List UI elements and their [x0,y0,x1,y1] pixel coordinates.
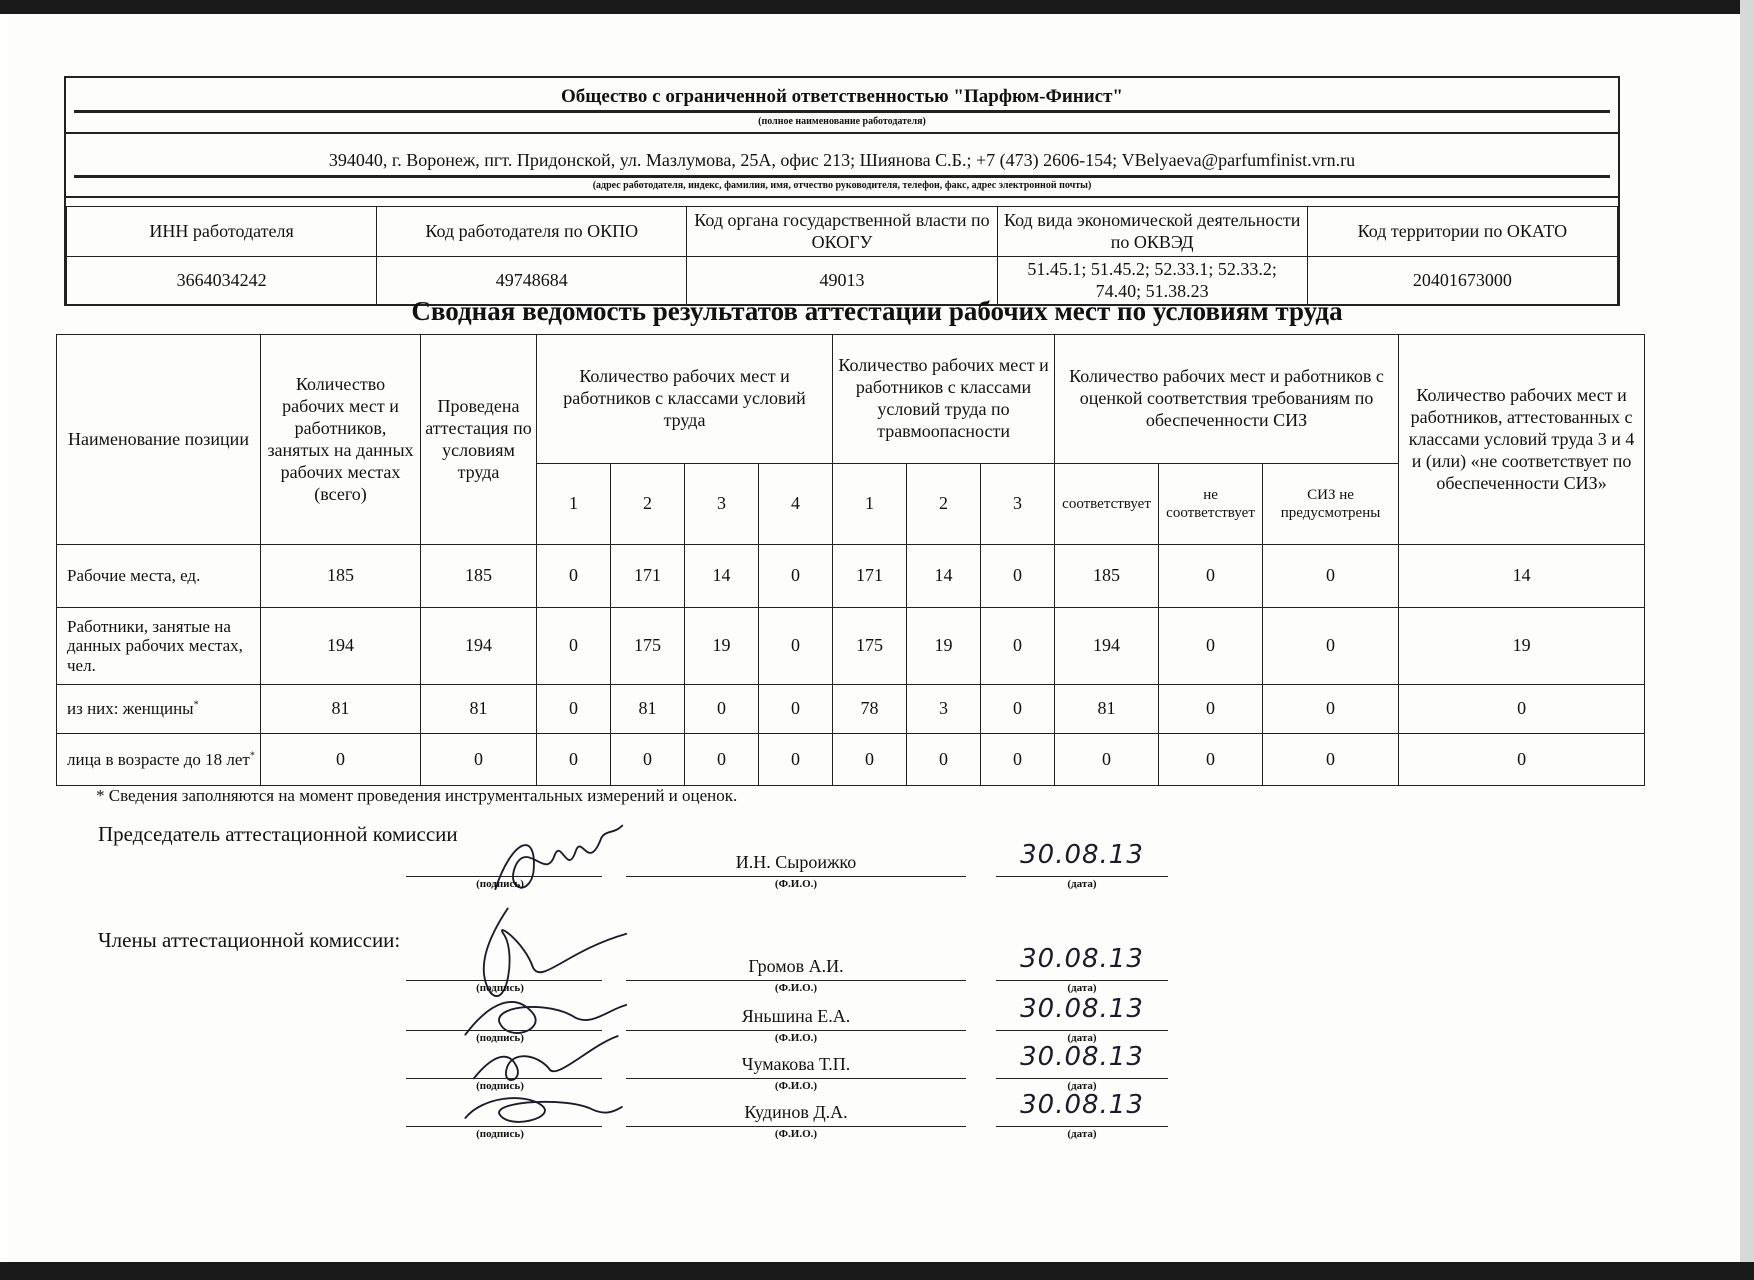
divider [74,175,1610,178]
table-row [57,685,1645,734]
table-cell: 19 [907,607,981,684]
table-cell: 194 [261,607,421,684]
scan-edge-bottom [0,1262,1754,1280]
table-cell: 0 [1399,685,1645,734]
row-label [57,545,261,607]
header-siz-noncompliant: не соответствует [1159,463,1263,545]
summary-table [56,334,1645,786]
table-cell: 0 [1159,545,1263,607]
header-class-3: 3 [685,463,759,545]
code-label-okved: Код вида экономической деятельности по ОКВЭД [997,207,1307,257]
table-cell: 0 [611,734,685,786]
fio-caption: (Ф.И.О.) [774,1080,818,1092]
table-cell: 3 [907,685,981,734]
date-caption: (дата) [1067,1032,1097,1044]
table-cell: 14 [685,545,759,607]
row-label [57,685,261,734]
row-label [57,734,261,786]
date-caption: (дата) [1067,1128,1097,1140]
table-cell: 0 [981,607,1055,684]
table-cell: 0 [981,685,1055,734]
date-line [996,876,1168,877]
member-name: Чумакова Т.П. [741,1054,851,1074]
employer-block [64,76,1620,306]
table-cell: 81 [1055,685,1159,734]
fio-line [626,1030,966,1031]
signature-caption: (подпись) [476,878,524,890]
signing-date: 30.08.13 [1020,1042,1144,1072]
table-cell: 0 [981,545,1055,607]
header-siz-not-provided: СИЗ не предусмотрены [1263,463,1399,545]
table-cell: 175 [833,607,907,684]
table-cell: 0 [537,685,611,734]
signature-caption: (подпись) [476,1080,524,1092]
table-cell: 0 [1263,545,1399,607]
table-cell: 194 [421,607,537,684]
fio-caption: (Ф.И.О.) [774,1032,818,1044]
employer-address: 394040, г. Воронеж, пгт. Придонской, ул. Мазлумова, 25А, офис 213; Шиянова С.Б.; +7 (473) 2606-154; VBelyaeva@parfumfinist.vrn.ru [328,150,1356,170]
table-cell: 0 [685,685,759,734]
table-cell: 0 [759,607,833,684]
table-cell: 0 [907,734,981,786]
date-caption: (дата) [1067,878,1097,890]
table-cell: 0 [1159,734,1263,786]
code-value-okved: 51.45.1; 51.45.2; 52.33.1; 52.33.2; 74.40; 51.38.23 [997,257,1307,305]
header-class-1: 1 [537,463,611,545]
signing-date: 30.08.13 [1020,994,1144,1024]
table-cell: 81 [261,685,421,734]
divider [74,110,1610,113]
table-cell: 0 [833,734,907,786]
fio-line [626,1078,966,1079]
table-body [57,545,1645,786]
code-value-okato: 20401673000 [1307,257,1617,305]
code-label-inn: ИНН работодателя [67,207,377,257]
table-cell: 14 [1399,545,1645,607]
row-label [57,607,261,684]
table-cell: 0 [685,734,759,786]
table-cell: 0 [421,734,537,786]
table-cell: 0 [1263,607,1399,684]
signature-caption: (подпись) [476,1032,524,1044]
row-label-text: Рабочие места, ед. [67,566,201,586]
table-cell: 0 [1263,734,1399,786]
signature-line [406,876,602,877]
code-label-okogu: Код органа государственной власти по ОКОГУ [687,207,997,257]
date-caption: (дата) [1067,982,1097,994]
scan-edge-top [0,0,1754,14]
code-value-inn: 3664034242 [67,257,377,305]
table-cell: 0 [981,734,1055,786]
table-cell: 0 [537,734,611,786]
date-line [996,1078,1168,1079]
fio-caption: (Ф.И.О.) [774,1128,818,1140]
header-class-2: 2 [611,463,685,545]
table-cell: 0 [261,734,421,786]
fio-caption: (Ф.И.О.) [774,982,818,994]
table-cell: 0 [1263,685,1399,734]
table-cell: 19 [1399,607,1645,684]
table-cell: 171 [833,545,907,607]
divider [66,196,1618,198]
employer-address-caption: (адрес работодателя, индекс, фамилия, имя, отчество руководителя, телефон, факс, адрес электронной почты) [592,180,1092,191]
table-cell: 0 [759,545,833,607]
code-value-okpo: 49748684 [377,257,687,305]
header-attested: Проведена аттестация по условиям труда [421,335,537,545]
code-label-okpo: Код работодателя по ОКПО [377,207,687,257]
table-cell: 19 [685,607,759,684]
fio-line [626,980,966,981]
row-label-text: Работники, занятые на данных рабочих местах, чел. [67,616,243,675]
member-name: Кудинов Д.А. [744,1102,848,1122]
employer-name-caption: (полное наименование работодателя) [758,116,926,127]
employer-codes-table [66,206,1618,305]
document-title: Сводная ведомость результатов аттестации рабочих мест по условиям труда [411,296,1343,326]
chairman-label: Председатель аттестационной комиссии [98,822,458,846]
date-line [996,1030,1168,1031]
header-trauma-group: Количество рабочих мест и работников с классами условий труда по травмоопасности [833,335,1055,464]
header-classes-group: Количество рабочих мест и работников с классами условий труда [537,335,833,464]
table-cell: 171 [611,545,685,607]
table-cell: 175 [611,607,685,684]
signing-date: 30.08.13 [1020,840,1144,870]
signature-line [406,1126,602,1127]
footnote-mark: * [193,699,199,711]
employer-full-name: Общество с ограниченной ответственностью "Парфюм-Финист" [561,86,1123,107]
signing-date: 30.08.13 [1020,1090,1144,1120]
date-line [996,1126,1168,1127]
table-cell: 0 [537,607,611,684]
member-name: Громов А.И. [748,956,844,976]
table-row [57,545,1645,607]
code-value-okogu: 49013 [687,257,997,305]
header-siz-group: Количество рабочих мест и работников с оценкой соответствия требованиям по обеспеченности СИЗ [1055,335,1399,464]
table-cell: 0 [1399,734,1645,786]
header-trauma-2: 2 [907,463,981,545]
table-cell: 14 [907,545,981,607]
fio-caption: (Ф.И.О.) [774,878,818,890]
signature-caption: (подпись) [476,1128,524,1140]
table-row [57,607,1645,684]
header-position: Наименование позиции [57,335,261,545]
header-trauma-3: 3 [981,463,1055,545]
table-cell: 0 [537,545,611,607]
signature-caption: (подпись) [476,982,524,994]
header-class-4: 4 [759,463,833,545]
table-row [57,734,1645,786]
table-cell: 81 [421,685,537,734]
date-caption: (дата) [1067,1080,1097,1092]
table-cell: 81 [611,685,685,734]
table-cell: 194 [1055,607,1159,684]
table-cell: 185 [261,545,421,607]
table-cell: 0 [1159,685,1263,734]
table-cell: 0 [1159,607,1263,684]
header-trauma-1: 1 [833,463,907,545]
fio-line [626,1126,966,1127]
table-cell: 185 [1055,545,1159,607]
table-cell: 0 [759,734,833,786]
row-label-text: лица в возрасте до 18 лет [67,749,250,769]
fio-line [626,876,966,877]
signing-date: 30.08.13 [1020,944,1144,974]
date-line [996,980,1168,981]
footnote: * Сведения заполняются на момент проведения инструментальных измерений и оценок. [96,786,738,805]
code-label-okato: Код территории по ОКАТО [1307,207,1617,257]
table-cell: 78 [833,685,907,734]
table-cell: 0 [1055,734,1159,786]
header-hazard-total: Количество рабочих мест и работников, аттестованных с классами условий труда 3 и 4 и (или) «не соответствует по обеспеченности СИЗ» [1399,335,1645,545]
member-name: И.Н. Сыроижко [735,852,857,872]
header-total: Количество рабочих мест и работников, занятых на данных рабочих местах (всего) [261,335,421,545]
row-label-text: из них: женщины [67,699,194,719]
members-label: Члены аттестационной комиссии: [98,928,401,952]
divider [66,132,1618,134]
footnote-mark: * [249,750,255,762]
member-name: Яньшина Е.А. [741,1006,851,1026]
header-siz-compliant: соответствует [1055,463,1159,545]
scan-edge-right [1740,0,1754,1280]
table-cell: 185 [421,545,537,607]
table-cell: 0 [759,685,833,734]
